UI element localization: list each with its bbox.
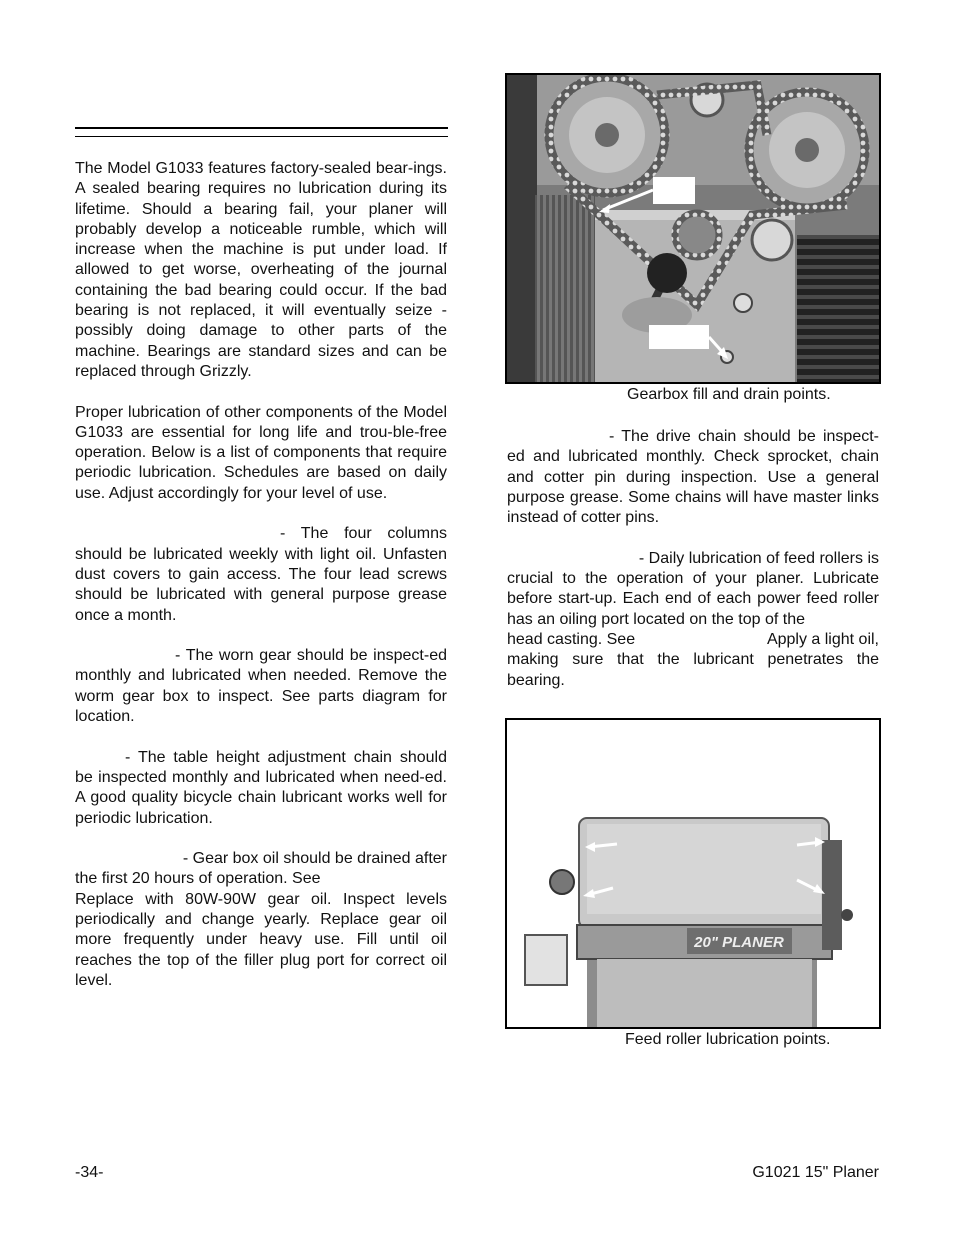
drive-chain-text: - The drive chain should be inspect-ed and lubricated monthly. Check sprocket, chain and cotter pin during inspection. Use a general purpose grease. Some chains will have master links instead of cotter pins. <box>507 428 879 527</box>
feed-rollers-apply: Apply a light oil, <box>766 630 879 648</box>
header-rule-thick <box>75 127 448 129</box>
right-column <box>507 427 879 691</box>
page-number: -34- <box>75 1164 104 1181</box>
bearings-paragraph: The Model G1033 features factory-sealed bear-ings. A sealed bearing requires no lubrication during its lifetime. Should a bearing fail, your planer will probably develop a noticeable rumble, which will increase when the machine is put under load. If allowed to get worse, overheating of the journal containing the bad bearing could occur. If the bad bearing is not replaced, it will eventually seize - possibly doing damage to other parts of the machine. Bearings are standard sizes and can be replaced through Grizzly. <box>75 160 447 380</box>
gearbox-line-2: the first 20 hours of operation. See <box>75 870 321 888</box>
worm-gear-text: - The worn gear should be inspect-ed monthly and lubricated when needed. Remove the worm gear box to inspect. See parts diagram for location. <box>75 647 447 726</box>
planer-badge: 20" PLANER <box>694 934 784 951</box>
feed-rollers-rest: making sure that the lubricant penetrates the bearing. <box>507 651 879 689</box>
planer-illustration <box>507 720 879 1027</box>
feed-rollers-paragraph <box>507 549 879 691</box>
chain-text: - The table height adjustment chain should be inspected monthly and lubricated when need-ed. A good quality bicycle chain lubricant works well for periodic lubrication. <box>75 748 447 827</box>
chain-paragraph <box>75 748 447 829</box>
feed-rollers-line-2: crucial to the operation of your planer. Lubricate before start-up. Each end of each power feed roller has an oiling port located on the top of the <box>507 570 879 628</box>
worm-gear-paragraph <box>75 646 447 727</box>
feed-roller-caption: Feed roller lubrication points. <box>625 1031 831 1048</box>
columns-text: - The four columns should be lubricated weekly with light oil. Unfasten dust covers to gain access. The four lead screws should be lubricated with general purpose grease once a month. <box>75 525 447 624</box>
gearbox-photo <box>505 73 881 384</box>
left-column <box>75 159 447 991</box>
columns-paragraph <box>75 524 447 625</box>
lubrication-intro: Proper lubrication of other components of the Model G1033 are essential for long life and trou-ble-free operation. Below is a list of components that require periodic lubrication. Schedules are based on daily use. Adjust accordingly for your level of use. <box>75 403 447 502</box>
gearbox-rest: Replace with 80W-90W gear oil. Inspect levels periodically and change yearly. Replace gear oil more frequently under heavy use. Fill until oil reaches the top of the filler plug port for correct oil level. <box>75 890 447 989</box>
gearbox-line-1: - Gear box oil should be drained after <box>182 850 447 868</box>
gearbox-paragraph <box>75 849 447 991</box>
header-rule-thin <box>75 136 448 137</box>
feed-rollers-line-1: - Daily lubrication of feed rollers is <box>638 549 879 567</box>
drive-chain-paragraph <box>507 427 879 528</box>
gearbox-caption: Gearbox fill and drain points. <box>627 386 831 403</box>
planer-photo <box>505 718 881 1029</box>
gearbox-illustration <box>507 75 879 382</box>
feed-rollers-see: head casting. See <box>507 630 636 648</box>
document-title: G1021 15" Planer <box>752 1164 879 1181</box>
